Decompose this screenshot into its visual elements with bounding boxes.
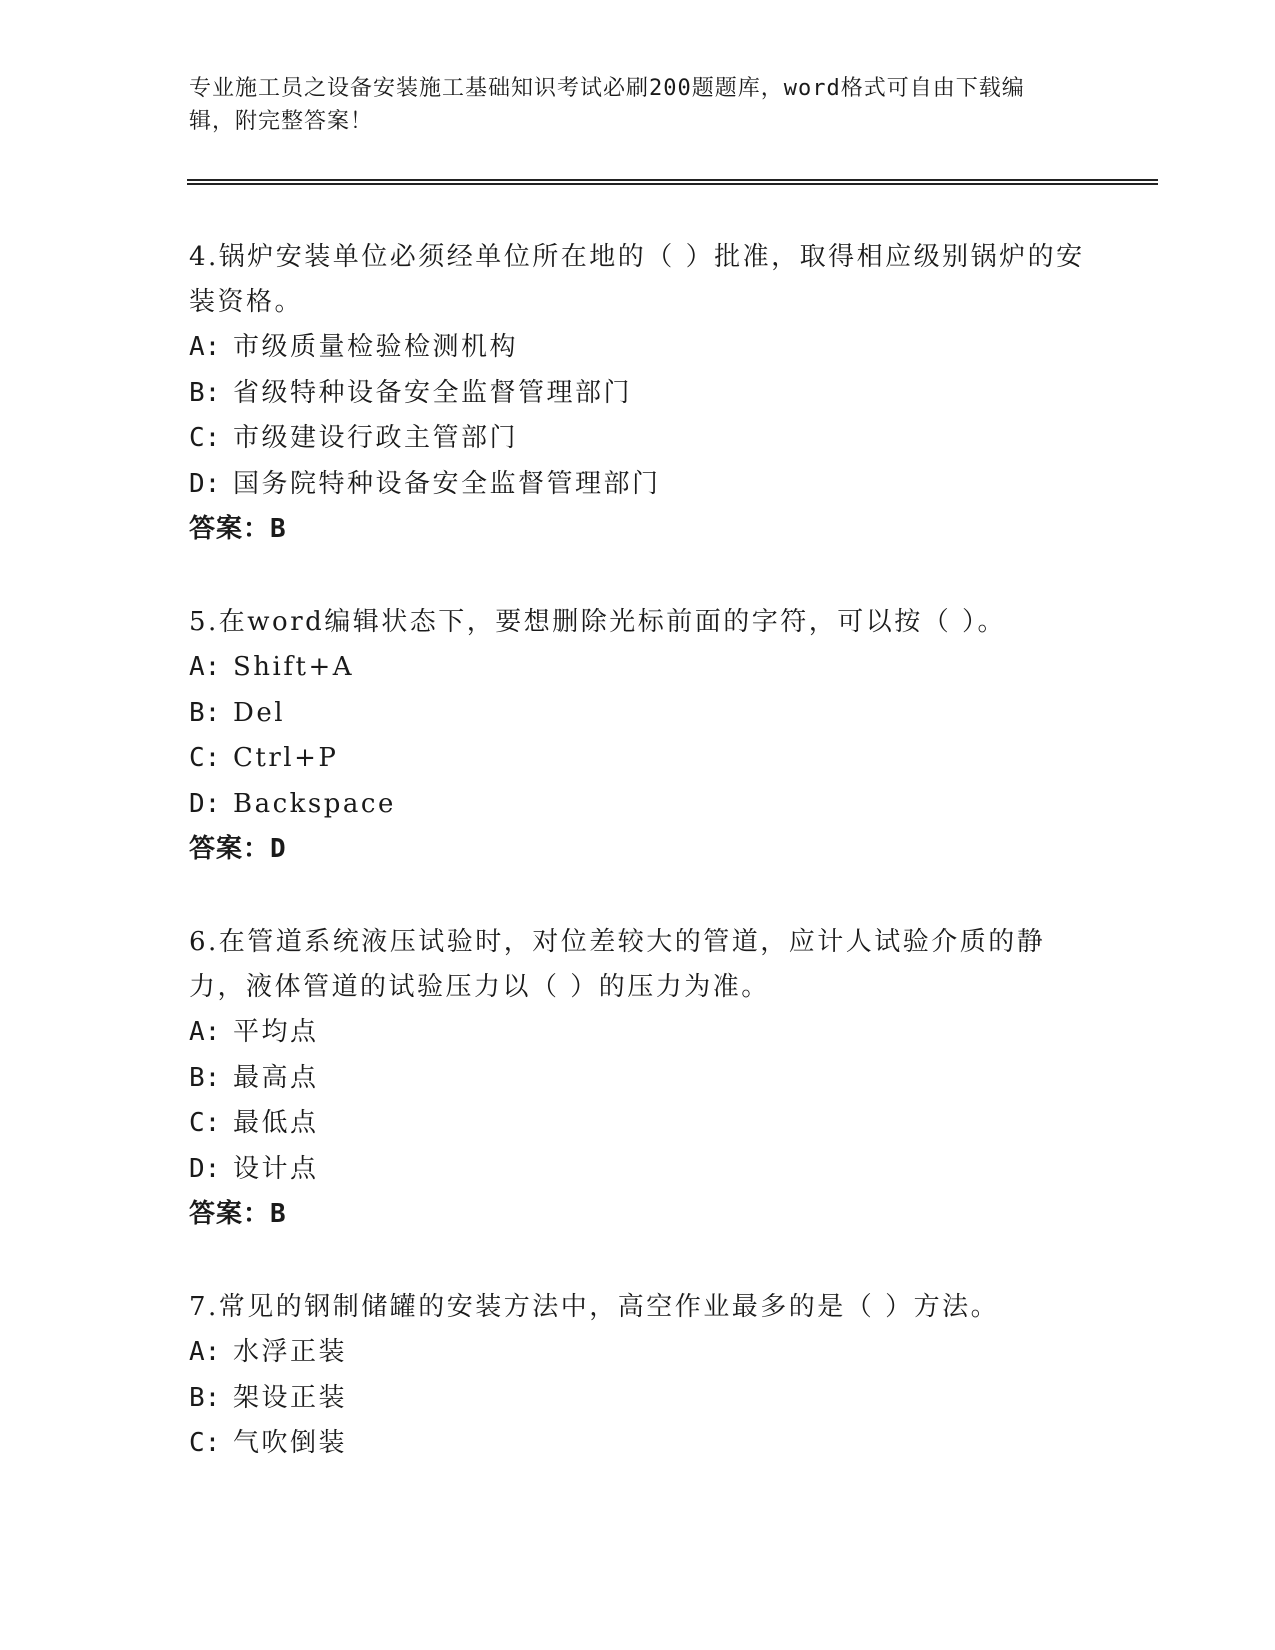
option-letter: A: <box>189 652 221 682</box>
option-b <box>189 1376 1089 1422</box>
header-divider-top <box>187 179 1158 181</box>
option-b <box>189 691 1089 737</box>
option-text: 省级特种设备安全监督管理部门 <box>233 377 633 408</box>
option-letter: B: <box>189 697 221 728</box>
question-stem: 6.在管道系统液压试验时，对位差较大的管道，应计人试验介质的静力，液体管道的试验压力以（ ）的压力为准。 <box>189 927 1046 1002</box>
option-b <box>189 1056 1089 1102</box>
option-letter: C: <box>189 1428 221 1458</box>
option-d <box>189 462 1089 508</box>
option-text: 平均点 <box>233 1017 319 1047</box>
option-text: 市级建设行政主管部门 <box>233 423 519 453</box>
option-b <box>189 371 1089 417</box>
option-text: 气吹倒装 <box>233 1428 348 1458</box>
header-divider-bottom <box>187 183 1158 185</box>
option-letter: C: <box>189 423 221 453</box>
option-text: Shift+A <box>233 652 355 682</box>
question-stem: 7.常见的钢制储罐的安装方法中，高空作业最多的是（ ）方法。 <box>189 1292 1000 1322</box>
option-a <box>189 325 1089 371</box>
option-c <box>189 1101 1089 1147</box>
question-7 <box>189 1285 1089 1467</box>
option-text: 最高点 <box>233 1062 319 1093</box>
answer-label: 答案：D <box>189 834 287 864</box>
option-letter: A: <box>189 332 221 362</box>
option-text: Ctrl+P <box>233 743 339 773</box>
question-stem: 4.锅炉安装单位必须经单位所在地的（ ）批准，取得相应级别锅炉的安装资格。 <box>189 242 1085 317</box>
option-text: Del <box>233 697 286 728</box>
option-letter: C: <box>189 1108 221 1138</box>
option-letter: D: <box>189 1153 221 1184</box>
question-5 <box>189 600 1089 872</box>
option-text: 水浮正装 <box>233 1337 348 1367</box>
option-letter: B: <box>189 1062 221 1093</box>
option-d <box>189 1147 1089 1193</box>
option-letter: B: <box>189 377 221 408</box>
document-header-title: 专业施工员之设备安装施工基础知识考试必刷200题题库，word格式可自由下载编辑，附完整答案！ <box>189 76 1025 134</box>
option-text: 国务院特种设备安全监督管理部门 <box>233 468 661 499</box>
option-d <box>189 782 1089 828</box>
option-c <box>189 416 1089 462</box>
option-c <box>189 736 1089 782</box>
question-6 <box>189 920 1089 1237</box>
answer-label: 答案：B <box>189 1199 287 1229</box>
question-stem: 5.在word编辑状态下，要想删除光标前面的字符，可以按（ ）。 <box>189 607 1007 637</box>
option-text: Backspace <box>233 788 396 819</box>
option-a <box>189 1010 1089 1056</box>
question-4 <box>189 235 1089 552</box>
option-text: 架设正装 <box>233 1382 348 1413</box>
option-letter: C: <box>189 743 221 773</box>
option-letter: B: <box>189 1382 221 1413</box>
option-letter: D: <box>189 788 221 819</box>
option-text: 设计点 <box>233 1153 319 1184</box>
answer-label: 答案：B <box>189 514 287 544</box>
option-letter: D: <box>189 468 221 499</box>
option-a <box>189 645 1089 691</box>
option-letter: A: <box>189 1017 221 1047</box>
option-a <box>189 1330 1089 1376</box>
option-letter: A: <box>189 1337 221 1367</box>
option-c <box>189 1421 1089 1467</box>
option-text: 市级质量检验检测机构 <box>233 332 519 362</box>
option-text: 最低点 <box>233 1108 319 1138</box>
